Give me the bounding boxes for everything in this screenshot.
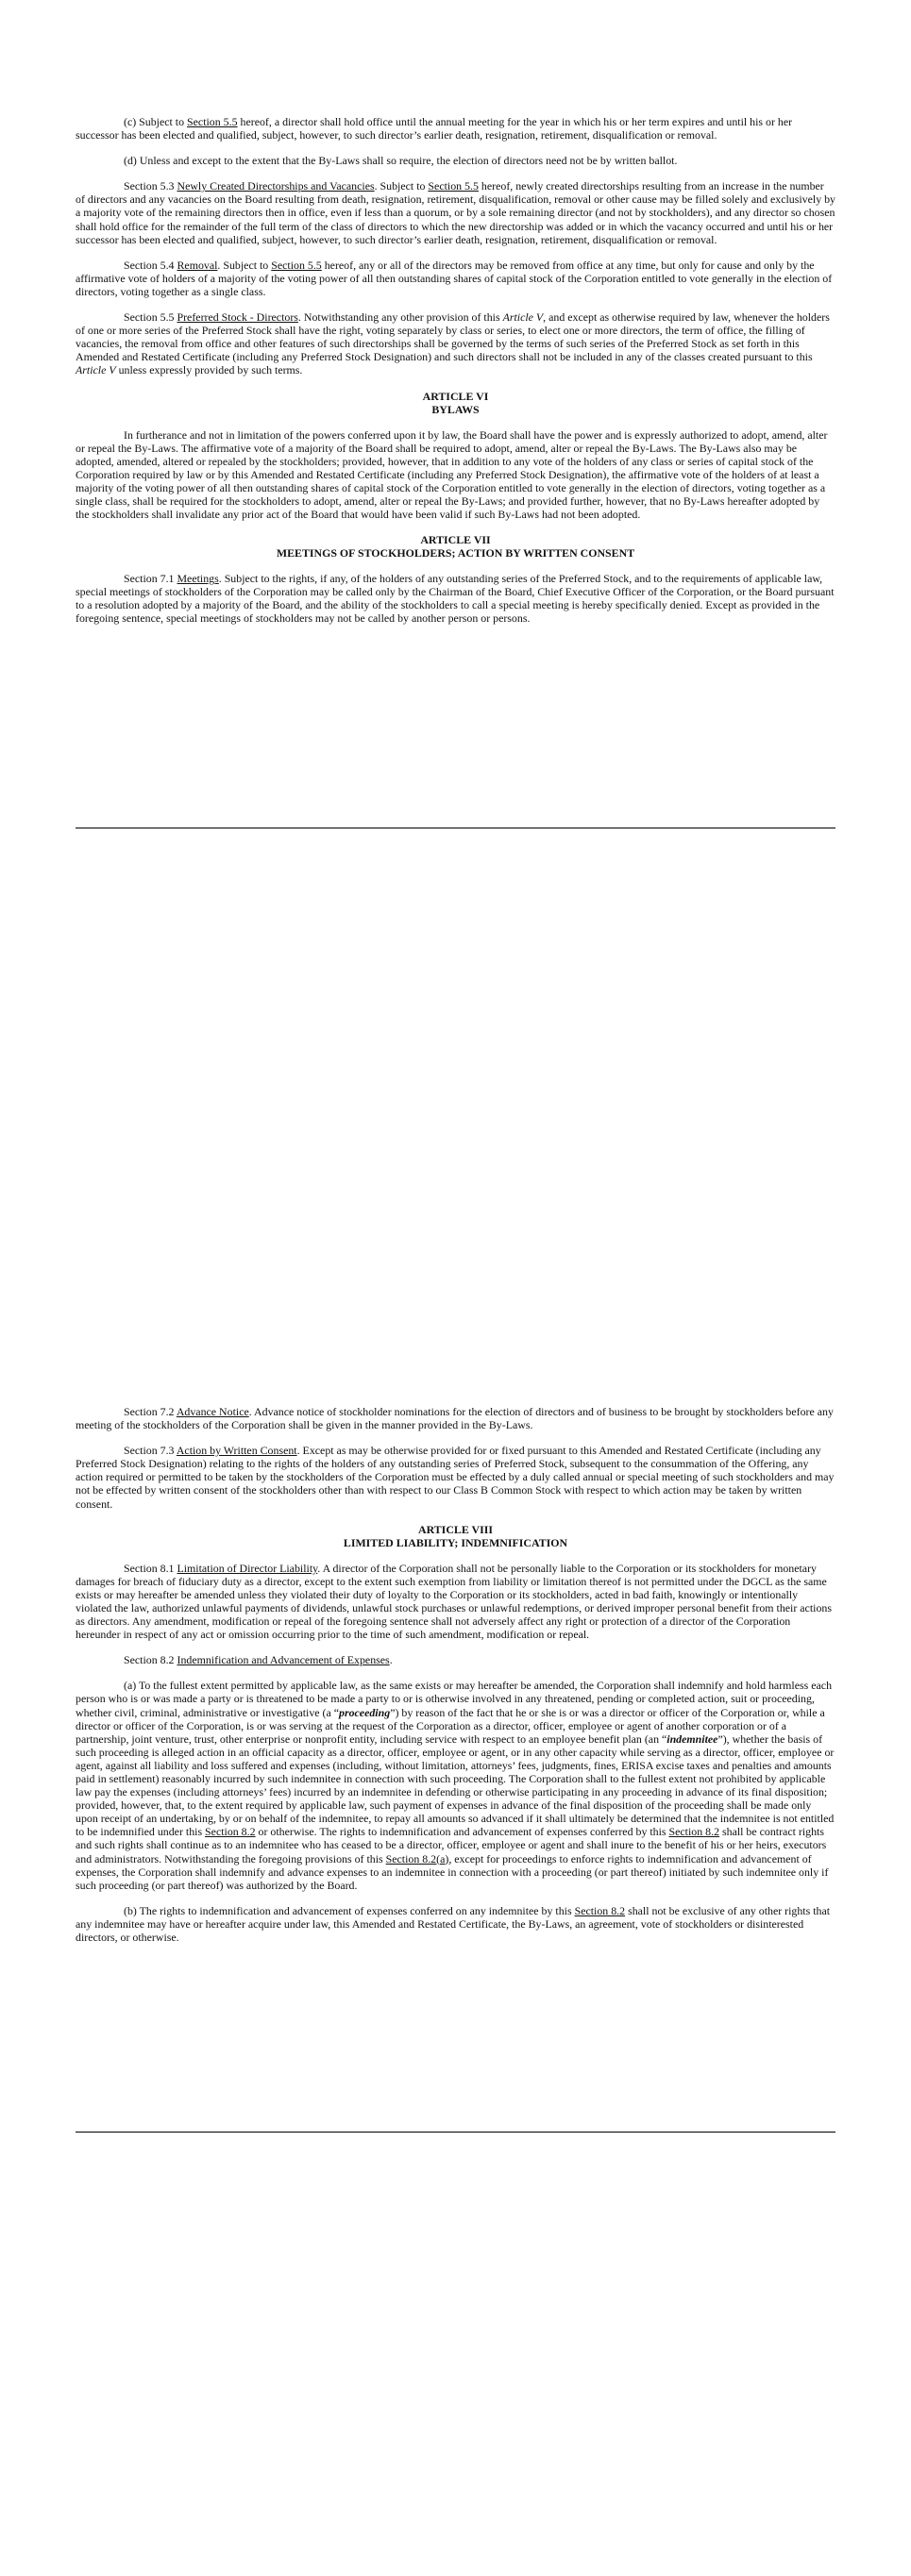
- section-title: Advance Notice: [176, 1405, 249, 1418]
- article-ref: Article V: [76, 363, 116, 377]
- section-ref-link: Section 5.5: [271, 258, 322, 272]
- section-ref-link: Section 5.5: [428, 179, 479, 193]
- page-2-content: [76, 1405, 835, 1956]
- section-8-2a: (a) To the fullest extent permitted by applicable law, as the same exists or may hereafter be amended, the Corporation shall indemnify and hold harmless each person who is or was made a party or is threatened to be made a party to or is otherwise involved in any threatened, pending or completed action, suit or proceeding, whether civil, criminal, administrative or investigative (a “proceeding”) by reason of the fact that he or she is or was a director or officer of the Corporation or, while a director or officer of the Corporation, is or was serving at the request of the Corporation as a director, officer, employee or agent of another corporation or of a partnership, joint venture, trust, other enterprise or nonprofit entity, including service with respect to an employee benefit plan (an “indemnitee”), whether the basis of such proceeding is alleged action in an official capacity as a director, officer, employee or agent, or in any other capacity while serving as a director, officer, employee or agent, against all liability and loss suffered and expenses (including, without limitation, attorneys’ fees, judgments, fines, ERISA excise taxes and penalties and amounts paid in settlement) reasonably incurred by such indemnitee in connection with such proceeding. The Corporation shall to the fullest extent not prohibited by applicable law pay the expenses (including attorneys’ fees) incurred by an indemnitee in defending or otherwise participating in any proceeding in advance of its final disposition; provided, however, that, to the extent required by applicable law, such payment of expenses in advance of the final disposition of the proceeding shall be made only upon receipt of an undertaking, by or on behalf of the indemnitee, to repay all amounts so advanced if it shall ultimately be determined that the indemnitee is not entitled to be indemnified under this Section 8.2 or otherwise. The rights to indemnification and advancement of expenses conferred by this Section 8.2 shall be contract rights and such rights shall continue as to an indemnitee who has ceased to be a director, officer, employee or agent and shall inure to the benefit of his or her heirs, executors and administrators. Notwithstanding the foregoing provisions of this Section 8.2(a), except for proceedings to enforce rights to indemnification and advancement of expenses, the Corporation shall indemnify and advance expenses to an indemnitee in connection with a proceeding (or part thereof) initiated by such indemnitee only if such proceeding (or part thereof) was authorized by the Board.: [76, 1679, 835, 1892]
- section-8-1: Section 8.1 Limitation of Director Liability. A director of the Corporation shall not be personally liable to the Corporation or its stockholders for monetary damages for breach of fiduciary duty as a director, except to the extent such exemption from liability or limitation thereof is not permitted under the DGCL as the same exists or may hereafter be amended unless they violated their duty of loyalty to the Corporation or its stockholders, acted in bad faith, knowingly or intentionally violated the law, authorized unlawful payments of dividends, unlawful stock purchases or unlawful redemptions, or derived improper personal benefit from their actions as directors. Any amendment, modification or repeal of the foregoing sentence shall not adversely affect any right or protection of a director of the Corporation hereunder in respect of any act or omission occurring prior to the time of such amendment, modification or repeal.: [76, 1561, 832, 1642]
- section-title: Limitation of Director Liability: [177, 1561, 318, 1575]
- section-title: Meetings: [177, 572, 219, 586]
- section-title: Newly Created Directorships and Vacancies: [177, 179, 375, 193]
- section-ref-link: Section 8.2: [668, 1825, 720, 1839]
- section-7-3: Section 7.3 Action by Written Consent. Except as may be otherwise provided for or fixed pursuant to this Amended and Restated Certificate (including any Preferred Stock Designation) relating to the rights of the holders of any outstanding series of Preferred Stock, subsequent to the consummation of the Offering, any action required or permitted to be taken by the stockholders of the Corporation must be effected by a duly called annual or special meeting of such stockholders and may not be effected by written consent of the stockholders other than with respect to our Class B Common Stock with respect to which action may be taken by written consent.: [76, 1444, 835, 1511]
- section-5-4: Section 5.4 Removal. Subject to Section 5.5 hereof, any or all of the directors may be removed from office at any time, but only for cause and only by the affirmative vote of holders of a majority of the voting power of all then outstanding shares of capital stock of the Corporation entitled to vote generally in the election of directors, voting together as a single class.: [76, 258, 833, 298]
- defined-term: proceeding: [339, 1705, 391, 1719]
- section-title: Preferred Stock - Directors: [177, 310, 298, 325]
- section-5-5: Section 5.5 Preferred Stock - Directors. Notwithstanding any other provision of this Article V, and except as otherwise required by law, whenever the holders of one or more series of the Preferred Stock shall have the right, voting separately by class or series, to elect one or more directors, the term of office, the filling of vacancies, the removal from office and other features of such directorships shall be governed by the terms of such series of the Preferred Stock as set forth in this Amended and Restated Certificate (including any Preferred Stock Designation) and such directors shall not be included in any of the classes created pursuant to this Article V unless expressly provided by such terms.: [76, 310, 830, 377]
- article-8-heading: ARTICLE VIII LIMITED LIABILITY; INDEMNIFICATION: [343, 1522, 568, 1549]
- paragraph-5-2d: (d) Unless and except to the extent that the By-Laws shall so require, the election of directors need not be by written ballot.: [124, 154, 678, 168]
- article-ref: Article V: [502, 310, 544, 325]
- section-7-2: Section 7.2 Advance Notice. Advance notice of stockholder nominations for the election of directors and of business to be brought by stockholders before any meeting of the stockholders of the Corporation shall be given in the manner provided in the By-Laws.: [76, 1405, 834, 1432]
- article-6-text: In furtherance and not in limitation of the powers conferred upon it by law, the Board shall have the power and is expressly authorized to adopt, amend, alter or repeal the By-Laws. The affirmative vote of a majority of the Board shall be required to adopt, amend, alter or repeal the By-Laws. The By-Laws also may be adopted, amended, altered or repealed by the stockholders; provided, however, that in addition to any vote of the holders of any class or series of capital stock of the Corporation required by law or by this Amended and Restated Certificate (including any Preferred Stock Designation), the affirmative vote of the holders of at least a majority of the voting power of all then outstanding shares of capital stock of the Corporation entitled to vote generally in the election of directors, voting together as a single class, shall be required for the stockholders to adopt, amend, alter or repeal the By-Laws; and provided further, however, that no By-Laws hereafter adopted by the stockholders shall invalidate any prior act of the Board that would have been valid if such By-Laws had not been adopted.: [76, 427, 828, 522]
- section-7-1: Section 7.1 Meetings. Subject to the rights, if any, of the holders of any outstanding series of the Preferred Stock, and to the requirements of applicable law, special meetings of stockholders of the Corporation may be called only by the Chairman of the Board, Chief Executive Officer of the Corporation, or the Board pursuant to a resolution adopted by a majority of the Board, and the ability of the stockholders to call a special meeting is hereby specifically denied. Except as provided in the foregoing sentence, special meetings of stockholders may not be called by another person or persons.: [76, 572, 835, 626]
- section-5-3: Section 5.3 Newly Created Directorships and Vacancies. Subject to Section 5.5 hereof, newly created directorships resulting from an increase in the number of directors and any vacancies on the Board resulting from death, resignation, retirement, disqualification, removal or other cause may be filled solely and exclusively by a majority vote of the remaining directors then in office, even if less than a quorum, or by a sole remaining director (and not by stockholders), and any director so chosen shall hold office for the remainder of the full term of the class of directors to which the new directorship was added or in which the vacancy occurred and until his or her successor has been elected and qualified, subject, however, to such director’s earlier death, resignation, retirement, disqualification or removal.: [76, 179, 835, 246]
- section-ref-link: Section 8.2(a): [385, 1851, 449, 1865]
- section-8-2b: (b) The rights to indemnification and advancement of expenses conferred on any indemnitee by this Section 8.2 shall not be exclusive of any other rights that any indemnitee may have or hereafter acquire under law, this Amended and Restated Certificate, the By-Laws, an agreement, vote of stockholders or disinterested directors, or otherwise.: [76, 1903, 831, 1944]
- article-6-heading: ARTICLE VI BYLAWS: [422, 389, 489, 416]
- page-1-content: [76, 115, 835, 638]
- section-8-2: Section 8.2 Indemnification and Advancement of Expenses.: [124, 1653, 393, 1667]
- section-ref-link: Section 5.5: [187, 115, 238, 128]
- section-ref-link: Section 8.2: [205, 1825, 256, 1839]
- section-title: Removal: [177, 258, 218, 272]
- defined-term: indemnitee: [666, 1731, 718, 1746]
- article-7-heading: ARTICLE VII MEETINGS OF STOCKHOLDERS; ACTION BY WRITTEN CONSENT: [276, 533, 635, 560]
- section-title: Action by Written Consent: [176, 1444, 297, 1458]
- section-title: Indemnification and Advancement of Expenses: [177, 1653, 390, 1667]
- page-divider: [76, 2132, 835, 2133]
- section-ref-link: Section 8.2: [574, 1903, 626, 1917]
- paragraph-5-2c: (c) Subject to Section 5.5 hereof, a director shall hold office until the annual meeting for the year in which his or her term expires and until his or her successor has been elected and qualified, subject, however, to such director’s earlier death, resignation, retirement, disqualification or removal.: [76, 115, 793, 142]
